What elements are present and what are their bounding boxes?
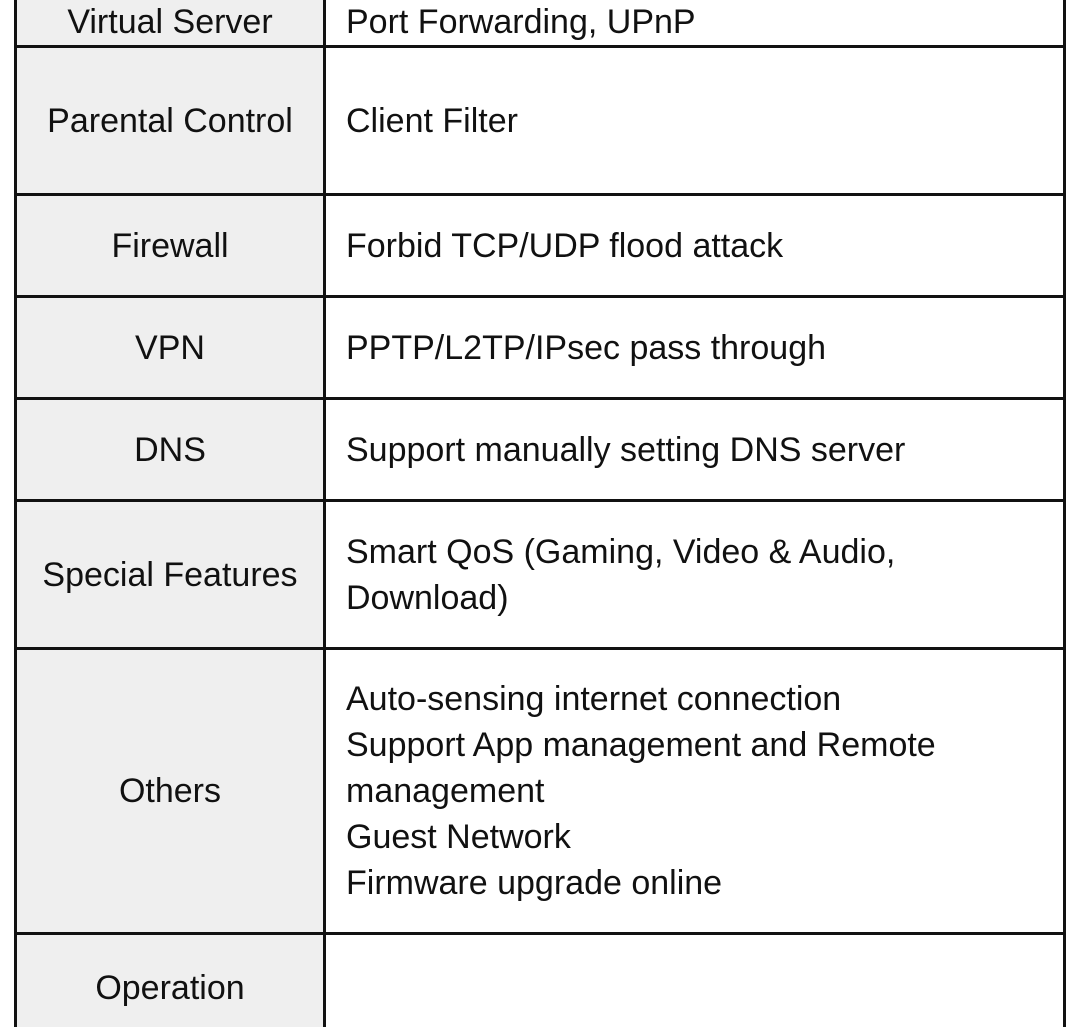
row-label-dns: DNS [16, 399, 325, 501]
table-row-dns [16, 399, 1065, 501]
row-value-others [325, 649, 1065, 934]
value-line: Support manually setting DNS server [346, 430, 906, 469]
table-row-operation [16, 934, 1065, 1027]
row-value-parental-control [325, 47, 1065, 195]
row-label-vpn: VPN [16, 297, 325, 399]
row-value-operation [325, 934, 1065, 1027]
value-line: Port Forwarding, UPnP [346, 3, 696, 41]
row-label-firewall: Firewall [16, 195, 325, 297]
table-row-special-features [16, 501, 1065, 649]
value-line: Smart QoS (Gaming, Video & Audio, Download) [346, 532, 896, 617]
value-line: Firmware upgrade online [346, 864, 723, 902]
value-line: Guest Network [346, 818, 571, 856]
row-label-others: Others [16, 649, 325, 934]
value-line: Support App management and Remote management [346, 726, 936, 810]
row-label-operation: Operation [16, 934, 325, 1027]
row-label-special-features: Special Features [16, 501, 325, 649]
row-value-vpn [325, 297, 1065, 399]
specification-table [14, 0, 1066, 1027]
row-value-dns [325, 399, 1065, 501]
table-row-firewall [16, 195, 1065, 297]
row-value-special-features [325, 501, 1065, 649]
value-line: PPTP/L2TP/IPsec pass through [346, 328, 827, 367]
value-line: Auto-sensing internet connection [346, 680, 842, 718]
value-line: Client Filter [346, 101, 518, 140]
value-line: Forbid TCP/UDP flood attack [346, 226, 784, 265]
row-value-firewall [325, 195, 1065, 297]
table-row-others [16, 649, 1065, 934]
table-row-vpn [16, 297, 1065, 399]
table-row-virtual-server [16, 0, 1065, 47]
table-row-parental-control [16, 47, 1065, 195]
row-label-virtual-server: Virtual Server [16, 0, 325, 47]
row-label-parental-control: Parental Control [16, 47, 325, 195]
row-value-virtual-server [325, 0, 1065, 47]
